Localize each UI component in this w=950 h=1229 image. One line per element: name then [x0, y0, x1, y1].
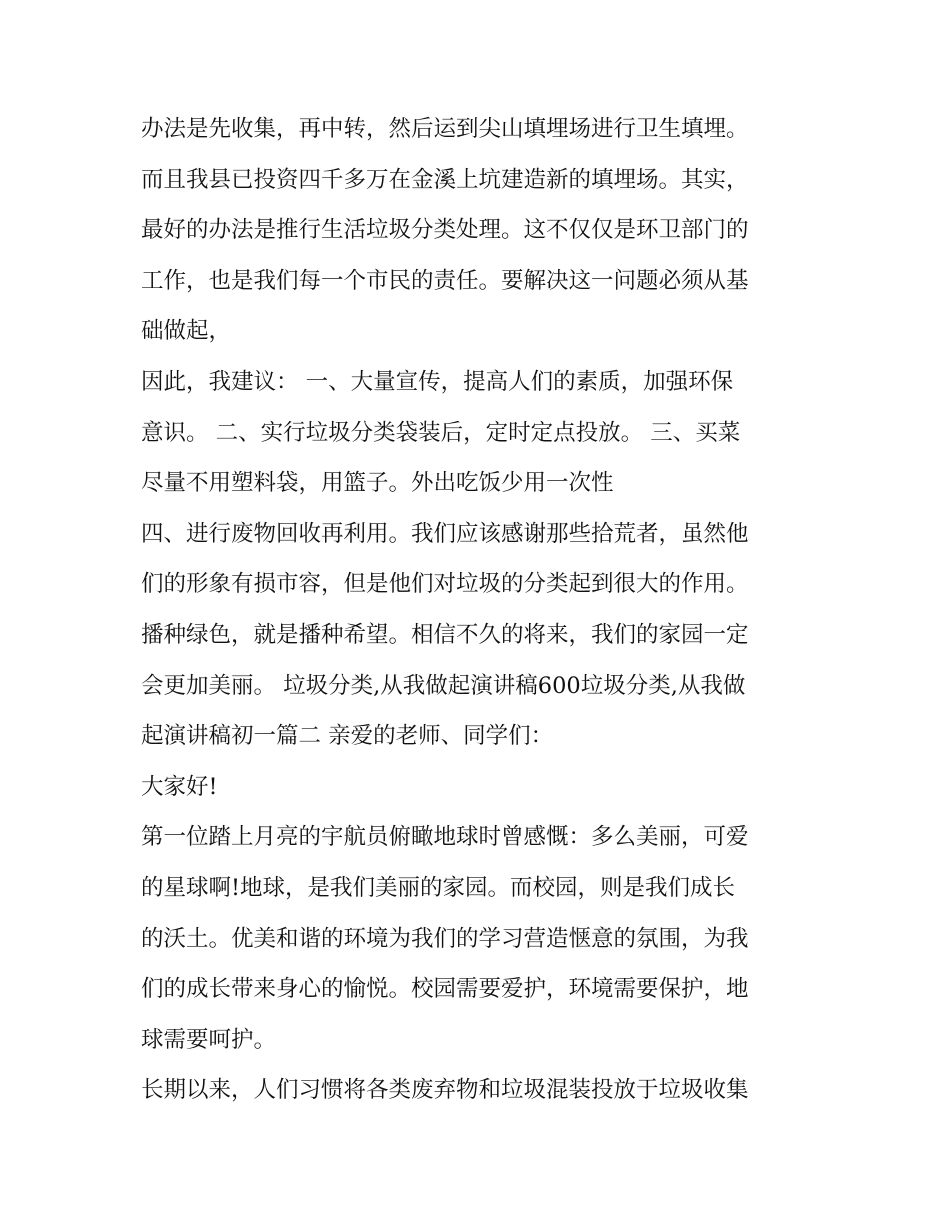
- text-line: 播种绿色，就是播种希望。相信不久的将来，我们的家园一定: [141, 622, 749, 648]
- text-line: 起演讲稿初一篇二 亲爱的老师、同学们：: [141, 723, 554, 749]
- text-line: 最好的办法是推行生活垃圾分类处理。这不仅仅是环卫部门的: [141, 217, 749, 243]
- text-line: 大家好!: [141, 774, 218, 800]
- text-line: 球需要呵护。: [141, 1027, 277, 1053]
- text-line: 尽量不用塑料袋，用篮子。外出吃饭少用一次性: [141, 470, 614, 496]
- text-line: 们的成长带来身心的愉悦。校园需要爱护，环境需要保护，地: [141, 976, 749, 1002]
- text-line: 因此，我建议： 一、大量宣传，提高人们的素质，加强环保: [141, 369, 734, 395]
- text-line: 而且我县已投资四千多万在金溪上坑建造新的填埋场。其实，: [141, 167, 749, 193]
- text-line: 意识。 二、实行垃圾分类袋装后，定时定点投放。 三、买菜: [141, 420, 741, 446]
- text-line: 长期以来，人们习惯将各类废弃物和垃圾混装投放于垃圾收集: [141, 1077, 749, 1103]
- text-line: 工作，也是我们每一个市民的责任。要解决这一问题必须从基: [141, 268, 749, 294]
- text-line: 的星球啊!地球，是我们美丽的家园。而校园，则是我们成长: [141, 875, 736, 901]
- text-line: 的沃土。优美和谐的环境为我们的学习营造惬意的氛围，为我: [141, 926, 749, 952]
- text-line: 四、进行废物回收再利用。我们应该感谢那些拾荒者，虽然他: [141, 521, 749, 547]
- text-line: 会更加美丽。 垃圾分类,从我做起演讲稿600垃圾分类,从我做: [141, 673, 746, 699]
- text-line: 础做起，: [141, 318, 232, 344]
- text-line: 们的形象有损市容，但是他们对垃圾的分类起到很大的作用。: [141, 571, 749, 597]
- text-line: 办法是先收集，再中转，然后运到尖山填埋场进行卫生填埋。: [141, 116, 749, 142]
- text-line: 第一位踏上月亮的宇航员俯瞰地球时曾感慨：多么美丽，可爱: [141, 824, 749, 850]
